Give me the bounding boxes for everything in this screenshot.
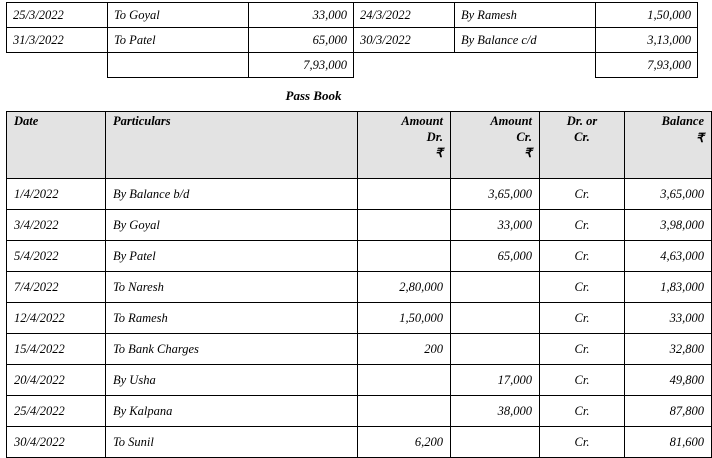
column-header-amount-cr-line2: Cr. (516, 129, 532, 144)
cell-amount-cr: 65,000 (451, 241, 540, 272)
cell-date: 3/4/2022 (7, 210, 106, 241)
pass-book-title: Pass Book (285, 88, 342, 103)
cell-date-dr: 31/3/2022 (7, 28, 108, 53)
cell-particulars: To Ramesh (106, 303, 358, 334)
cell-dr-or-cr: Cr. (540, 365, 625, 396)
cell-date: 25/4/2022 (7, 396, 106, 427)
cell-amount-dr: 33,000 (249, 3, 354, 28)
table-row-total (7, 53, 698, 78)
cell-dr-or-cr: Cr. (540, 272, 625, 303)
cell-amount-cr: 33,000 (451, 210, 540, 241)
cell-amount-cr (451, 272, 540, 303)
cell-dr-or-cr: Cr. (540, 427, 625, 458)
column-header-dr-or-cr-line2: Cr. (574, 129, 590, 144)
cell-particulars-cr: By Ramesh (455, 3, 596, 28)
cell-amount-dr: 65,000 (249, 28, 354, 53)
cell-date: 7/4/2022 (7, 272, 106, 303)
cell-balance: 87,800 (625, 396, 712, 427)
cell-amount-cr: 1,50,000 (596, 3, 698, 28)
column-header-balance-line1: Balance (661, 114, 704, 128)
cell-particulars: To Bank Charges (106, 334, 358, 365)
cell-particulars: To Naresh (106, 272, 358, 303)
cell-amount-dr (358, 396, 451, 427)
column-header-dr-or-cr-line1: Dr. or (566, 114, 598, 128)
cell-date-dr: 25/3/2022 (7, 3, 108, 28)
cell-amount-cr (451, 427, 540, 458)
cell-balance: 32,800 (625, 334, 712, 365)
table-row (7, 272, 712, 303)
column-header-balance (625, 112, 712, 179)
table-row (7, 210, 712, 241)
table-row (7, 334, 712, 365)
cell-date: 15/4/2022 (7, 334, 106, 365)
cell-date: 1/4/2022 (7, 179, 106, 210)
cell-amount-dr: 200 (358, 334, 451, 365)
cell-dr-or-cr: Cr. (540, 334, 625, 365)
column-header-amount-dr (358, 112, 451, 179)
cell-dr-or-cr: Cr. (540, 210, 625, 241)
cell-dr-or-cr: Cr. (540, 303, 625, 334)
cell-dr-or-cr: Cr. (540, 396, 625, 427)
table-row (7, 365, 712, 396)
table-header-row (7, 112, 712, 179)
cell-particulars: By Patel (106, 241, 358, 272)
table-row (7, 427, 712, 458)
cell-date: 5/4/2022 (7, 241, 106, 272)
cell-particulars-cr: By Balance c/d (455, 28, 596, 53)
cell-empty (455, 53, 596, 78)
column-header-amount-dr-line1: Amount (401, 114, 443, 128)
cell-balance: 81,600 (625, 427, 712, 458)
column-header-dr-or-cr (540, 112, 625, 179)
cell-balance: 33,000 (625, 303, 712, 334)
cell-dr-or-cr: Cr. (540, 241, 625, 272)
cell-amount-dr: 6,200 (358, 427, 451, 458)
column-header-particulars: Particulars (106, 112, 358, 179)
cell-particulars: To Sunil (106, 427, 358, 458)
cell-particulars: By Usha (106, 365, 358, 396)
rupee-symbol-balance: ₹ (696, 130, 704, 145)
rupee-symbol-cr: ₹ (524, 146, 532, 161)
cell-amount-dr (358, 365, 451, 396)
rupee-symbol-dr: ₹ (435, 146, 443, 161)
cell-empty (354, 53, 455, 78)
cell-balance: 3,98,000 (625, 210, 712, 241)
cell-amount-dr (358, 179, 451, 210)
table-row (7, 241, 712, 272)
pass-book-table (6, 111, 712, 458)
cell-amount-cr: 38,000 (451, 396, 540, 427)
table-row (7, 179, 712, 210)
cell-amount-cr: 3,13,000 (596, 28, 698, 53)
cell-date-cr: 24/3/2022 (354, 3, 455, 28)
cell-total-dr: 7,93,000 (249, 53, 354, 78)
cell-empty (108, 53, 249, 78)
cell-amount-cr: 17,000 (451, 365, 540, 396)
cell-date: 12/4/2022 (7, 303, 106, 334)
cell-amount-dr: 1,50,000 (358, 303, 451, 334)
cell-amount-dr (358, 241, 451, 272)
column-header-date: Date (7, 112, 106, 179)
cell-particulars-dr: To Goyal (108, 3, 249, 28)
cell-balance: 49,800 (625, 365, 712, 396)
cell-particulars-dr: To Patel (108, 28, 249, 53)
cell-balance: 3,65,000 (625, 179, 712, 210)
column-header-amount-dr-line2: Dr. (426, 129, 443, 144)
cell-balance: 1,83,000 (625, 272, 712, 303)
table-row (7, 303, 712, 334)
cell-balance: 4,63,000 (625, 241, 712, 272)
table-row (7, 28, 698, 53)
cell-particulars: By Goyal (106, 210, 358, 241)
cell-amount-dr (358, 210, 451, 241)
cell-total-cr: 7,93,000 (596, 53, 698, 78)
cell-amount-cr (451, 334, 540, 365)
cell-empty (7, 53, 108, 78)
cell-amount-cr (451, 303, 540, 334)
cell-date: 20/4/2022 (7, 365, 106, 396)
column-header-amount-cr-line1: Amount (490, 114, 532, 128)
table-row (7, 3, 698, 28)
cell-particulars: By Balance b/d (106, 179, 358, 210)
cell-date-cr: 30/3/2022 (354, 28, 455, 53)
cell-dr-or-cr: Cr. (540, 179, 625, 210)
cell-particulars: By Kalpana (106, 396, 358, 427)
table-row (7, 396, 712, 427)
cell-date: 30/4/2022 (7, 427, 106, 458)
cell-amount-dr: 2,80,000 (358, 272, 451, 303)
cell-amount-cr: 3,65,000 (451, 179, 540, 210)
cash-book-continuation-table (6, 2, 698, 78)
column-header-amount-cr (451, 112, 540, 179)
